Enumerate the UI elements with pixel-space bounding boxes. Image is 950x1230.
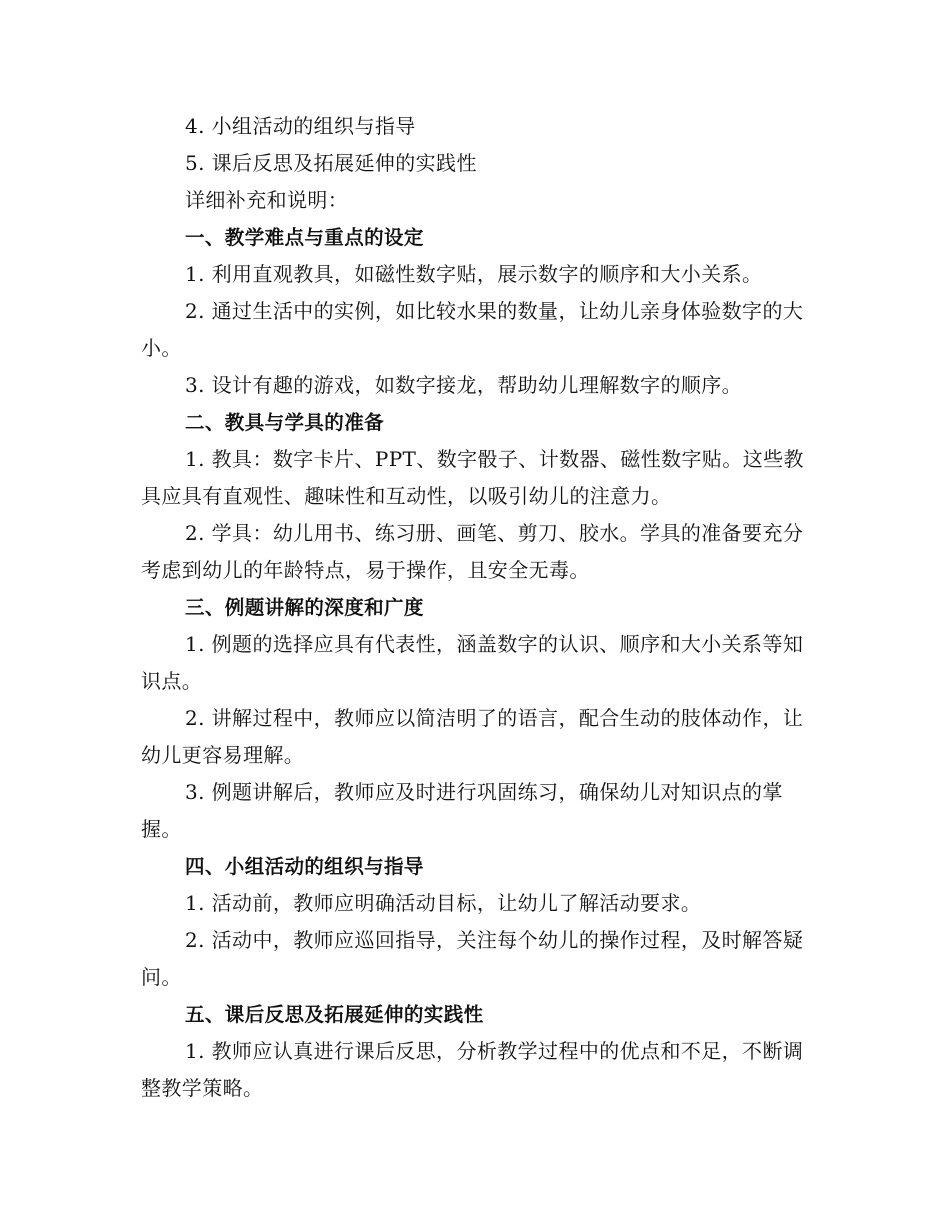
list-item: 2. 讲解过程中，教师应以简洁明了的语言，配合生动的肢体动作，让幼儿更容易理解。	[141, 706, 804, 767]
section-heading: 一、教学难点与重点的设定	[185, 226, 424, 249]
section-heading: 四、小组活动的组织与指导	[185, 855, 424, 878]
list-item: 2. 活动中，教师应巡回指导，关注每个幼儿的操作过程，及时解答疑问。	[141, 928, 804, 989]
list-item: 3. 例题讲解后，教师应及时进行巩固练习，确保幼儿对知识点的掌握。	[141, 780, 783, 841]
intro-text: 详细补充和说明：	[185, 188, 349, 212]
section-heading: 五、课后反思及拓展延伸的实践性	[185, 1003, 484, 1026]
list-item: 2. 通过生活中的实例，如比较水果的数量，让幼儿亲身体验数字的大小。	[141, 299, 804, 360]
list-item: 1. 利用直观教具，如磁性数字贴，展示数字的顺序和大小关系。	[185, 262, 763, 286]
list-item: 1. 活动前，教师应明确活动目标，让幼儿了解活动要求。	[185, 891, 702, 915]
section-heading: 三、例题讲解的深度和广度	[185, 596, 424, 619]
list-item: 3. 设计有趣的游戏，如数字接龙，帮助幼儿理解数字的顺序。	[185, 373, 743, 397]
list-item: 1. 例题的选择应具有代表性，涵盖数字的认识、顺序和大小关系等知识点。	[141, 632, 804, 693]
list-item: 5. 课后反思及拓展延伸的实践性	[185, 151, 477, 175]
list-item: 1. 教师应认真进行课后反思，分析教学过程中的优点和不足，不断调整教学策略。	[141, 1039, 804, 1100]
section-heading: 二、教具与学具的准备	[185, 411, 385, 434]
list-item: 4. 小组活动的组织与指导	[185, 114, 416, 138]
list-item: 1. 教具：数字卡片、PPT、数字骰子、计数器、磁性数字贴。这些教具应具有直观性、趣味性和互动性，以吸引幼儿的注意力。	[141, 447, 804, 508]
document-body	[141, 108, 807, 1107]
list-item: 2. 学具：幼儿用书、练习册、画笔、剪刀、胶水。学具的准备要充分考虑到幼儿的年龄特点，易于操作，且安全无毒。	[141, 521, 804, 582]
